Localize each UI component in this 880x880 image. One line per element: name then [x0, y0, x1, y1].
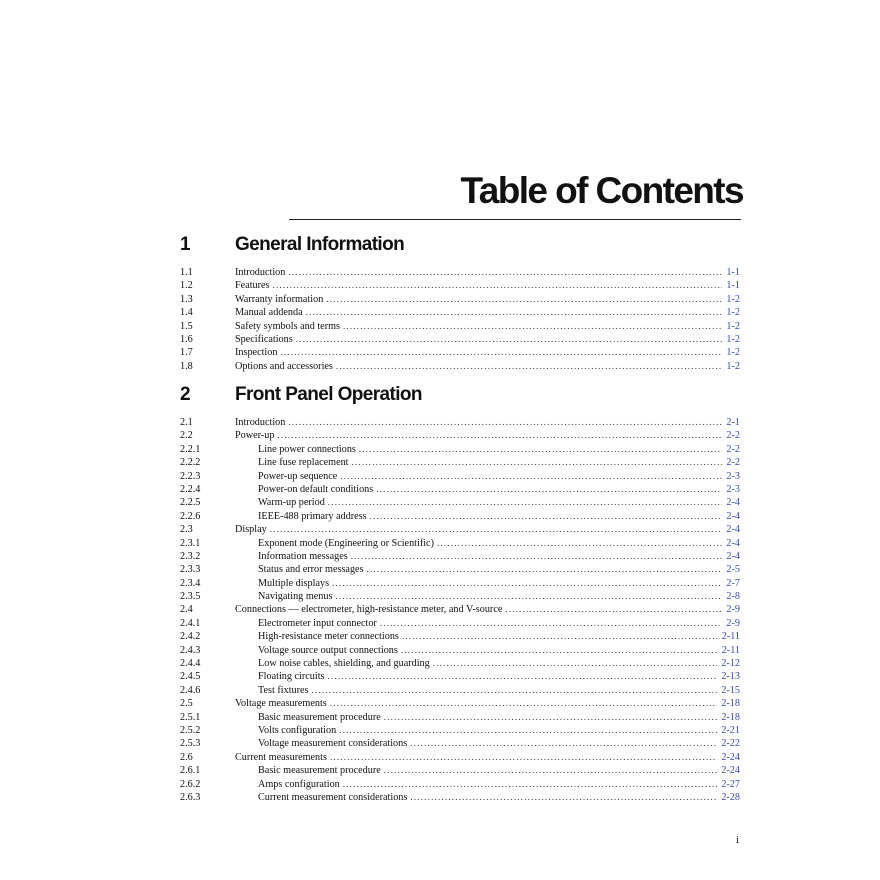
- page-number-link[interactable]: 2-11: [721, 631, 740, 643]
- entry-line: [258, 724, 740, 737]
- entry-label: Manual addenda: [235, 307, 303, 319]
- entry-label: Introduction: [235, 267, 286, 278]
- entry-label: Display: [235, 524, 267, 536]
- toc-entry[interactable]: [180, 266, 740, 279]
- section-number: 1.3: [180, 293, 193, 305]
- page-number-link[interactable]: 2-24: [721, 751, 740, 763]
- toc-entry[interactable]: [180, 670, 740, 683]
- entry-label: Multiple displays: [258, 577, 330, 589]
- toc-entry[interactable]: [180, 550, 740, 563]
- entry-line: [258, 617, 740, 630]
- entry-label: Connections — electrometer, high-resistance meter, and V-source: [235, 604, 503, 616]
- section-number: 2.4.6: [180, 684, 201, 696]
- section-number: 2.2.3: [180, 470, 201, 482]
- entry-line: [258, 657, 740, 670]
- entry-label: Line fuse replacement: [258, 457, 349, 469]
- entry-label: Safety symbols and terms: [235, 320, 340, 332]
- dot-leader: [402, 630, 718, 643]
- entry-label: Features: [235, 280, 270, 292]
- entry-line: [258, 778, 740, 791]
- section-number: 2.5.3: [180, 738, 201, 750]
- toc-entry[interactable]: [180, 279, 740, 292]
- entry-label: Electrometer input connector: [258, 617, 377, 629]
- page-number-link[interactable]: 2-21: [721, 724, 740, 736]
- dot-leader: [384, 711, 718, 724]
- entry-label: Amps configuration: [258, 778, 340, 790]
- page-number-link[interactable]: 1-1: [726, 267, 740, 278]
- dot-leader: [340, 470, 722, 483]
- entry-label: Floating circuits: [258, 671, 325, 683]
- page-number-link[interactable]: 2-18: [721, 698, 740, 710]
- section-number: 2.6.3: [180, 791, 201, 803]
- entry-label: Basic measurement procedure: [258, 765, 381, 777]
- entry-line: [258, 764, 740, 777]
- entry-label: Current measurements: [235, 751, 327, 763]
- section-number: 2.4.5: [180, 671, 201, 683]
- entry-line: [258, 443, 740, 456]
- page-number-link[interactable]: 1-2: [726, 347, 740, 359]
- entry-label: Volts configuration: [258, 724, 337, 736]
- section-number: 1.5: [180, 320, 193, 332]
- entry-label: High-resistance meter connections: [258, 631, 399, 643]
- dot-leader: [410, 791, 717, 804]
- section-number: 2.6: [180, 751, 193, 763]
- section-number: 2.4: [180, 604, 193, 616]
- page-number-link[interactable]: 2-28: [721, 791, 740, 803]
- page-number-link[interactable]: 1-2: [726, 293, 740, 305]
- toc-entry[interactable]: [180, 590, 740, 603]
- section-number: 2.2.1: [180, 443, 201, 455]
- section-number: 2.1: [180, 417, 193, 428]
- chapter-section: [180, 384, 740, 804]
- dot-leader: [505, 603, 722, 616]
- section-number: 2.5.1: [180, 711, 201, 723]
- toc-entry[interactable]: [180, 711, 740, 724]
- toc-entry[interactable]: [180, 483, 740, 496]
- page-number-link[interactable]: 2-4: [726, 497, 740, 509]
- entry-line: [235, 603, 740, 616]
- chapter-heading[interactable]: [180, 384, 740, 410]
- dot-leader: [352, 456, 723, 469]
- entry-label: Introduction: [235, 417, 286, 428]
- dot-leader: [332, 577, 722, 590]
- page-number-link[interactable]: 1-2: [726, 307, 740, 319]
- page-number-link[interactable]: 2-24: [721, 765, 740, 777]
- dot-leader: [401, 644, 718, 657]
- toc-entry[interactable]: [180, 644, 740, 657]
- page-number-link[interactable]: 2-11: [721, 644, 740, 656]
- dot-leader: [328, 670, 718, 683]
- toc-entry[interactable]: [180, 724, 740, 737]
- toc-entry[interactable]: [180, 778, 740, 791]
- entry-label: Warranty information: [235, 293, 324, 305]
- dot-leader: [410, 737, 717, 750]
- page-number-link[interactable]: 2-12: [721, 658, 740, 670]
- toc-entry[interactable]: [180, 470, 740, 483]
- section-number: 1.6: [180, 333, 193, 345]
- page-number-link[interactable]: 2-4: [726, 510, 740, 522]
- entry-line: [258, 791, 740, 804]
- page-number-link[interactable]: 2-15: [721, 684, 740, 696]
- entry-line: [258, 563, 740, 576]
- toc-entry[interactable]: [180, 791, 740, 804]
- section-number: 1.8: [180, 360, 193, 372]
- section-number: 2.3.4: [180, 577, 201, 589]
- page-number-link[interactable]: 2-4: [726, 524, 740, 536]
- section-number: 2.4.4: [180, 658, 201, 670]
- dot-leader: [312, 684, 718, 697]
- page-number-link[interactable]: 1-2: [726, 333, 740, 345]
- toc-entry[interactable]: [180, 333, 740, 346]
- entry-label: Information messages: [258, 550, 348, 562]
- section-number: 1.7: [180, 347, 193, 359]
- dot-leader: [376, 483, 722, 496]
- page-number-link[interactable]: 2-4: [726, 550, 740, 562]
- section-number: 2.3.3: [180, 564, 201, 576]
- page-number-link[interactable]: 2-22: [721, 738, 740, 750]
- entry-label: Specifications: [235, 333, 293, 345]
- chapter-title: General Information: [235, 234, 405, 255]
- section-number: 2.2.2: [180, 457, 201, 469]
- entry-line: [258, 737, 740, 750]
- chapter-title: Front Panel Operation: [235, 384, 422, 405]
- dot-leader: [330, 697, 718, 710]
- chapter-heading[interactable]: [180, 234, 740, 260]
- chapter-number: 1: [180, 234, 190, 255]
- toc-entry[interactable]: [180, 764, 740, 777]
- page-folio: i: [736, 834, 740, 846]
- dot-leader: [343, 320, 722, 333]
- toc-entry[interactable]: [180, 443, 740, 456]
- toc-entry[interactable]: [180, 737, 740, 750]
- toc-entry[interactable]: [180, 603, 740, 616]
- dot-leader: [335, 590, 722, 603]
- section-number: 2.2.4: [180, 483, 201, 495]
- page-number-link[interactable]: 2-2: [726, 443, 740, 455]
- section-number: 2.3.5: [180, 591, 201, 603]
- page-number-link[interactable]: 2-4: [726, 537, 740, 549]
- entry-label: Inspection: [235, 347, 278, 359]
- toc-entry[interactable]: [180, 697, 740, 710]
- toc-entry[interactable]: [180, 293, 740, 306]
- entry-line: [235, 320, 740, 333]
- entry-line: [258, 577, 740, 590]
- entry-line: [235, 279, 740, 292]
- page-number-link[interactable]: 2-2: [726, 430, 740, 442]
- dot-leader: [296, 333, 723, 346]
- section-number: 2.5.2: [180, 724, 201, 736]
- page-number-link[interactable]: 1-1: [726, 280, 740, 292]
- entry-label: Navigating menus: [258, 591, 333, 603]
- toc-entry[interactable]: [180, 496, 740, 509]
- toc-entry[interactable]: [180, 617, 740, 630]
- dot-leader: [384, 764, 718, 777]
- entry-line: [258, 456, 740, 469]
- entry-label: IEEE-488 primary address: [258, 510, 367, 522]
- dot-leader: [277, 429, 722, 442]
- toc-entry[interactable]: [180, 346, 740, 359]
- entry-label: Power-up sequence: [258, 470, 338, 482]
- toc-entry[interactable]: [180, 537, 740, 550]
- page-number-link[interactable]: 2-18: [721, 711, 740, 723]
- entry-line: [258, 483, 740, 496]
- entry-line: [258, 470, 740, 483]
- page-number-link[interactable]: 1-2: [726, 320, 740, 332]
- section-number: 2.3.2: [180, 550, 201, 562]
- entry-line: [235, 333, 740, 346]
- dot-leader: [306, 306, 723, 319]
- dot-leader: [273, 279, 723, 292]
- toc-entry[interactable]: [180, 684, 740, 697]
- entry-line: [258, 644, 740, 657]
- dot-leader: [270, 523, 723, 536]
- entry-line: [258, 496, 740, 509]
- entry-label: Warm-up period: [258, 497, 325, 509]
- entry-line: [258, 537, 740, 550]
- entry-line: [235, 416, 740, 429]
- toc-entry[interactable]: [180, 510, 740, 523]
- section-number: 2.4.3: [180, 644, 201, 656]
- entry-line: [235, 306, 740, 319]
- dot-leader: [380, 617, 723, 630]
- entry-label: Line power connections: [258, 443, 356, 455]
- section-number: 1.1: [180, 267, 193, 278]
- page-number-link[interactable]: 1-2: [726, 360, 740, 372]
- entry-line: [235, 751, 740, 764]
- section-number: 2.5: [180, 698, 193, 710]
- dot-leader: [433, 657, 718, 670]
- dot-leader: [359, 443, 723, 456]
- entry-label: Status and error messages: [258, 564, 364, 576]
- toc-entry[interactable]: [180, 630, 740, 643]
- page-number-link[interactable]: 2-13: [721, 671, 740, 683]
- entry-line: [235, 429, 740, 442]
- toc-entry[interactable]: [180, 523, 740, 536]
- page-number-link[interactable]: 2-9: [726, 604, 740, 616]
- section-number: 2.4.2: [180, 631, 201, 643]
- page-number-link[interactable]: 2-9: [726, 617, 740, 629]
- title-rule: [289, 219, 741, 220]
- dot-leader: [437, 537, 722, 550]
- page-number-link[interactable]: 2-7: [726, 577, 740, 589]
- dot-leader: [288, 266, 722, 279]
- section-number: 2.6.1: [180, 765, 201, 777]
- dot-leader: [343, 778, 718, 791]
- toc-entry[interactable]: [180, 416, 740, 429]
- dot-leader: [339, 724, 717, 737]
- dot-leader: [326, 293, 722, 306]
- entry-line: [258, 670, 740, 683]
- entry-label: Voltage measurements: [235, 698, 327, 710]
- section-number: 1.2: [180, 280, 193, 292]
- section-number: 2.2: [180, 430, 193, 442]
- entry-label: Test fixtures: [258, 684, 309, 696]
- chapter-section: [180, 234, 740, 373]
- entry-line: [235, 293, 740, 306]
- entry-line: [258, 684, 740, 697]
- section-number: 1.4: [180, 307, 193, 319]
- entry-label: Voltage source output connections: [258, 644, 398, 656]
- entry-line: [258, 550, 740, 563]
- dot-leader: [328, 496, 723, 509]
- section-number: 2.2.6: [180, 510, 201, 522]
- section-number: 2.3: [180, 524, 193, 536]
- toc-entry[interactable]: [180, 456, 740, 469]
- dot-leader: [280, 346, 722, 359]
- entry-label: Power-up: [235, 430, 275, 442]
- section-number: 2.6.2: [180, 778, 201, 790]
- entry-label: Power-on default conditions: [258, 483, 374, 495]
- toc-entry[interactable]: [180, 360, 740, 373]
- page-number-link[interactable]: 2-27: [721, 778, 740, 790]
- entry-line: [235, 523, 740, 536]
- page-number-link[interactable]: 2-1: [726, 417, 740, 428]
- section-number: 2.2.5: [180, 497, 201, 509]
- page-title: Table of Contents: [460, 170, 743, 211]
- page-number-link[interactable]: 2-3: [726, 470, 740, 482]
- dot-leader: [351, 550, 723, 563]
- toc-entry[interactable]: [180, 320, 740, 333]
- page-number-link[interactable]: 2-3: [726, 483, 740, 495]
- entry-line: [235, 346, 740, 359]
- dot-leader: [367, 563, 723, 576]
- toc-entry[interactable]: [180, 751, 740, 764]
- entry-label: Basic measurement procedure: [258, 711, 381, 723]
- entry-label: Options and accessories: [235, 360, 333, 372]
- entry-label: Exponent mode (Engineering or Scientific): [258, 537, 434, 549]
- toc-entry[interactable]: [180, 306, 740, 319]
- chapter-number: 2: [180, 384, 190, 405]
- dot-leader: [370, 510, 723, 523]
- dot-leader: [336, 360, 723, 373]
- page-number-link[interactable]: 2-5: [726, 564, 740, 576]
- page-number-link[interactable]: 2-8: [726, 591, 740, 603]
- entry-line: [258, 630, 740, 643]
- entry-line: [258, 590, 740, 603]
- entry-label: Voltage measurement considerations: [258, 738, 408, 750]
- toc-entry[interactable]: [180, 429, 740, 442]
- entry-line: [258, 711, 740, 724]
- dot-leader: [288, 416, 722, 429]
- entry-line: [258, 510, 740, 523]
- entry-line: [235, 697, 740, 710]
- toc-entry[interactable]: [180, 563, 740, 576]
- entry-label: Current measurement considerations: [258, 791, 408, 803]
- section-number: 2.4.1: [180, 617, 201, 629]
- page-number-link[interactable]: 2-2: [726, 457, 740, 469]
- toc-entry[interactable]: [180, 577, 740, 590]
- toc-entry[interactable]: [180, 657, 740, 670]
- dot-leader: [330, 751, 717, 764]
- section-number: 2.3.1: [180, 537, 201, 549]
- entry-label: Low noise cables, shielding, and guarding: [258, 658, 430, 670]
- entry-line: [235, 266, 740, 279]
- entry-line: [235, 360, 740, 373]
